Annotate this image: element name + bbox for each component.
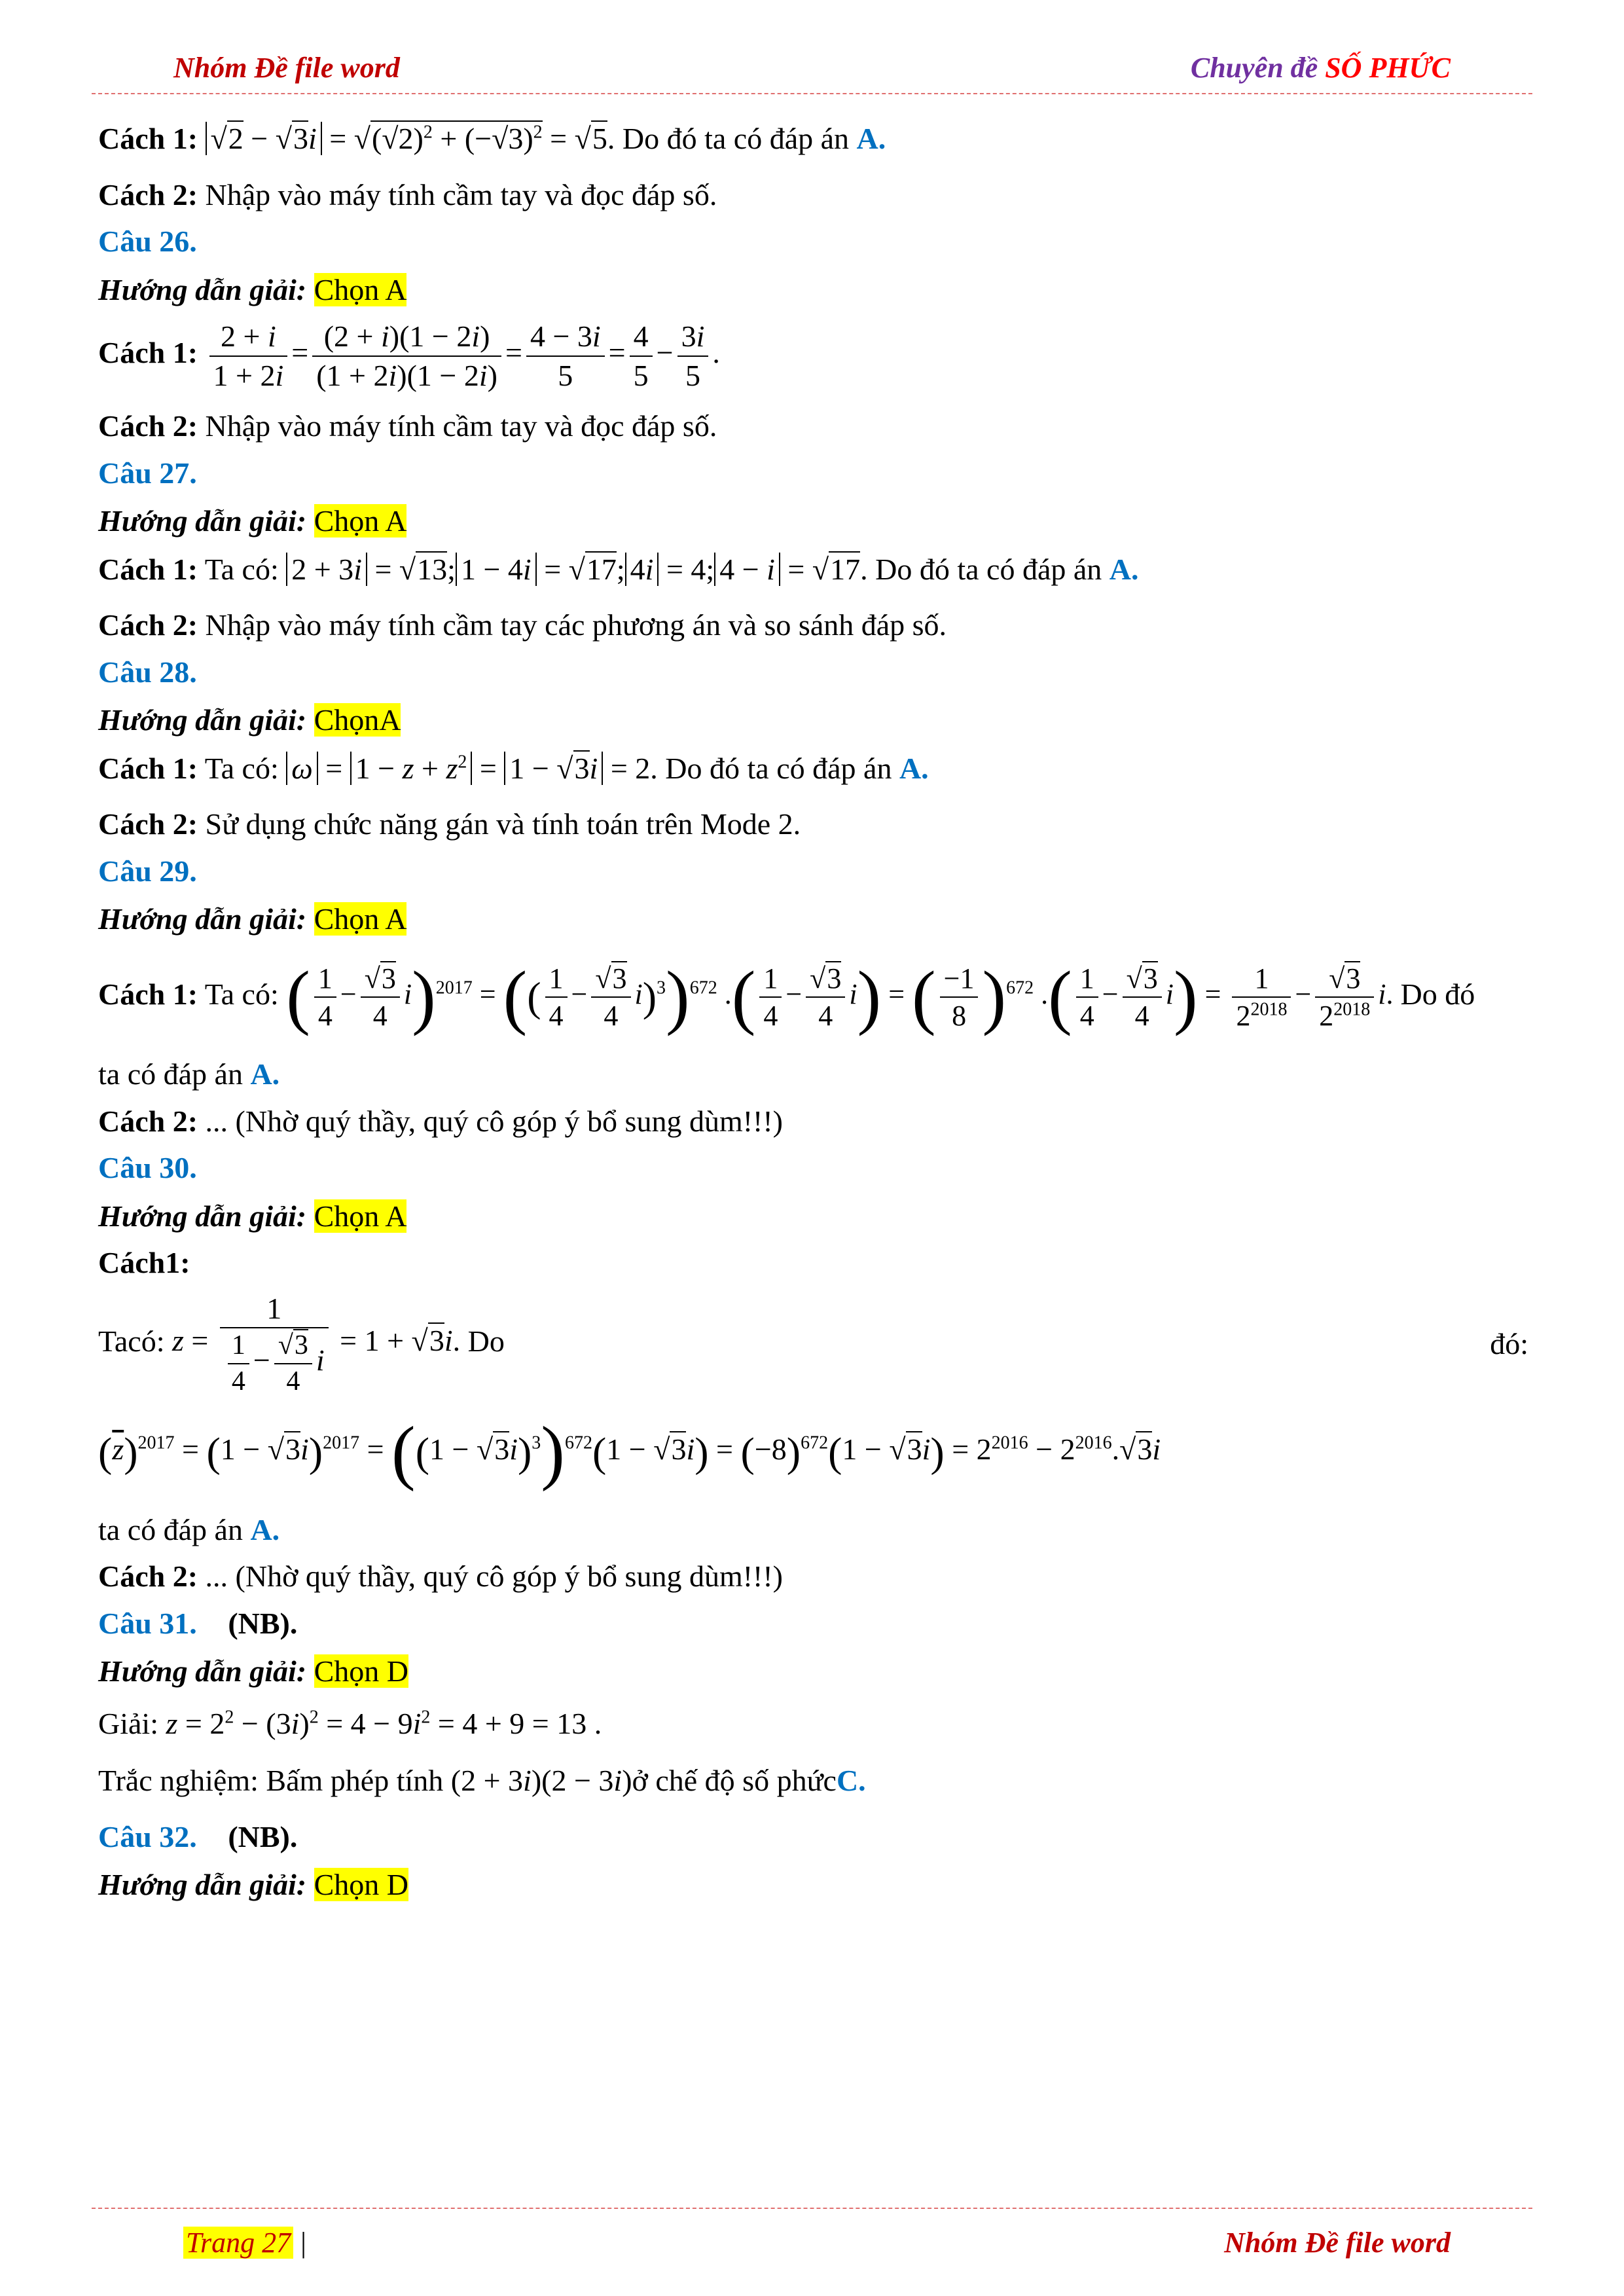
q30-z-left — [98, 1290, 505, 1399]
q26-cach2 — [98, 407, 1528, 445]
q30-cach1-label: Cách1: — [98, 1246, 190, 1279]
cach2-label: Cách 2: — [98, 409, 198, 443]
q31-tn-formula: (2 + 3i)(2 − 3i) — [450, 1764, 632, 1797]
cach1-label: Cách 1: — [98, 336, 198, 370]
q26-choice: Chọn A — [314, 272, 407, 306]
header-rule — [92, 93, 1532, 94]
q30-power-line — [98, 1408, 1528, 1498]
q31-tn-answer: C. — [836, 1764, 866, 1797]
q29-cach1-label: Cách 1: — [98, 977, 198, 1011]
ta-co-label: Ta có: — [204, 751, 279, 785]
q30-do: Do — [467, 1324, 505, 1358]
q28-cach1 — [98, 750, 1528, 788]
q31-title: Câu 31. — [98, 1606, 197, 1640]
q30-taco: Tacó: — [98, 1324, 165, 1358]
q32-choice: Chọn D — [314, 1868, 408, 1901]
q29-title: Câu 29. — [98, 854, 197, 888]
cach1-label: Cách 1: — [98, 122, 198, 155]
guide-label: Hướng dẫn giải: — [98, 504, 307, 538]
q25-cach1 — [98, 120, 1528, 158]
q27-answer: A. — [1109, 552, 1139, 586]
cach2-label: Cách 2: — [98, 608, 198, 642]
q29-ta-co: Ta có: — [204, 977, 279, 1011]
q30-z-line — [98, 1290, 1528, 1399]
guide-label: Hướng dẫn giải: — [98, 1199, 307, 1233]
q31-tn-tail: ở chế độ số phức — [632, 1764, 837, 1797]
q27-guide — [98, 502, 1528, 540]
cach2-label: Cách 2: — [98, 1559, 198, 1593]
cach1-label: Cách 1: — [98, 751, 198, 785]
q29-cach1 — [98, 953, 1528, 1043]
q29-formula: ( $\frac{1}{4}$ − $\frac{√3}{4}$ i)$^{2017}$ = (( $\frac{1}{4}$ − $\frac{√3}{4}$ i)$^3$)$^{672}$ .( $\frac{1}{4}$ − $\frac{√3}{4}$ i) = ( $\frac{-1}{8}$ )$^{672}$ .( $\frac{1}{4}$ − $\frac{√3}{4}$ i) = $\frac{1}{2^{2018}}$ − $\frac{√3}{2^{2018}}$ i. — [286, 957, 1401, 1037]
q29-tail: ta có đáp án — [98, 1057, 251, 1091]
q27-choice: Chọn A — [314, 504, 407, 538]
q27-cach2 — [98, 606, 1528, 644]
q26-c2-text: Nhập vào máy tính cầm tay và đọc đáp số. — [205, 409, 717, 443]
giai-label: Giải: — [98, 1706, 158, 1740]
q30-c2-text: ... (Nhờ quý thầy, quý cô góp ý bổ sung dùm!!!) — [205, 1559, 783, 1593]
q30-cach2 — [98, 1558, 1528, 1595]
footer-rule — [92, 2208, 1532, 2209]
q31-level: (NB). — [228, 1606, 298, 1640]
q30-power-formula: $(\overline{z})^{2017} = (1 - √3i)^{2017} = ((1 - √3i)^3)^{672}(1 - √3i) = (-8)^{672}(1 - √3i) = 2^{2016} - 2^{2016}.√3i$ — [98, 1412, 1161, 1492]
q31-giai — [98, 1705, 1528, 1743]
q31-tn-text: Bấm phép tính — [266, 1764, 451, 1797]
q26-formula: $\frac{2 + i}{1 + 2i}$ = $\frac{(2 + i)(1 - 2i)}{(1 + 2i)(1 - 2i)}$ = $\frac{4 - 3i}{5}$ = $\frac{4}{5}$ − $\frac{3i}{5}$ . — [206, 336, 720, 369]
q28-title: Câu 28. — [98, 655, 197, 689]
q30-answer: A. — [250, 1512, 280, 1546]
q28-guide — [98, 701, 1528, 739]
q30-do-tail: đó: — [1490, 1327, 1528, 1360]
q32-level: (NB). — [228, 1819, 298, 1853]
q28-choice: ChọnA — [314, 703, 401, 737]
q31-guide — [98, 1652, 1528, 1690]
header-right — [1191, 51, 1451, 84]
q25-answer: A. — [856, 122, 886, 155]
q28-c1-tail: . Do đó ta có đáp án — [650, 751, 899, 785]
q28-answer: A. — [899, 751, 929, 785]
q27-c1-tail: . Do đó ta có đáp án — [860, 552, 1110, 586]
q30-guide — [98, 1197, 1528, 1235]
guide-label: Hướng dẫn giải: — [98, 1868, 307, 1901]
q25-c1-tail: . Do đó ta có đáp án — [607, 122, 857, 155]
cach2-label: Cách 2: — [98, 177, 198, 211]
footer-right: Nhóm Đề file word — [1224, 2227, 1451, 2259]
q29-c2-text: ... (Nhờ quý thầy, quý cô góp ý bổ sung dùm!!!) — [205, 1104, 783, 1138]
q29-do-do: Do đó — [1400, 977, 1475, 1011]
q29-answer: A. — [250, 1057, 280, 1091]
q26-title: Câu 26. — [98, 225, 197, 258]
q32-title-line — [98, 1818, 1528, 1856]
q30-tail: ta có đáp án — [98, 1512, 251, 1546]
q30-choice: Chọn A — [314, 1199, 407, 1233]
q30-z-formula: z = 1 $\frac{1}{4}$ − $\frac{√3}{4}$ i = 1 + √3i. — [172, 1324, 460, 1357]
trac-nghiem-label: Trắc nghiệm: — [98, 1764, 259, 1797]
header-right-topic: SỐ PHỨC — [1325, 52, 1451, 84]
q29-cach2 — [98, 1102, 1528, 1140]
q27-formula: 2 + 3i = √13; 1 − 4i = √17; 4i = 4; 4 − i = √17 — [286, 551, 860, 586]
ta-co-label: Ta có: — [204, 552, 279, 586]
footer-sep: | — [293, 2227, 306, 2259]
q31-title-line — [98, 1605, 1528, 1643]
page-number: Trang 27 — [183, 2227, 293, 2259]
q25-c2-text: Nhập vào máy tính cầm tay và đọc đáp số. — [205, 177, 717, 211]
q25-cach2 — [98, 176, 1528, 214]
guide-label: Hướng dẫn giải: — [98, 902, 307, 936]
cach2-label: Cách 2: — [98, 807, 198, 841]
page-content — [98, 115, 1528, 1904]
q27-cach1 — [98, 551, 1528, 589]
q25-formula: $√2 - √3i = √(√2)^2 + (-√3)^2 = √5$ — [206, 120, 607, 155]
q28-c2-text: Sử dụng chức năng gán và tính toán trên Mode 2. — [205, 807, 801, 841]
cach1-label: Cách 1: — [98, 552, 198, 586]
q31-choice: Chọn D — [314, 1654, 408, 1688]
q29-choice: Chọn A — [314, 902, 407, 936]
q29-guide — [98, 900, 1528, 938]
q28-cach2 — [98, 805, 1528, 843]
q30-title: Câu 30. — [98, 1151, 197, 1184]
q29-tail-line — [98, 1055, 1528, 1093]
q32-title: Câu 32. — [98, 1819, 197, 1853]
cach2-label: Cách 2: — [98, 1104, 198, 1138]
q31-formula: $z = 2^2 - (3i)^2 = 4 - 9i^2 = 4 + 9 = 13$ . — [166, 1706, 602, 1740]
q30-tail-line — [98, 1511, 1528, 1549]
guide-label: Hướng dẫn giải: — [98, 272, 307, 306]
guide-label: Hướng dẫn giải: — [98, 1654, 307, 1688]
q27-c2-text: Nhập vào máy tính cầm tay các phương án và so sánh đáp số. — [205, 608, 947, 642]
q26-guide — [98, 271, 1528, 309]
q31-trac-nghiem — [98, 1762, 1528, 1800]
header-left: Nhóm Đề file word — [173, 52, 400, 84]
guide-label: Hướng dẫn giải: — [98, 703, 307, 737]
q26-cach1 — [98, 318, 1528, 394]
q28-formula: $\omega = 1 - z + z^2 = 1 - √3i = 2$ — [286, 752, 650, 785]
footer-left — [183, 2226, 306, 2259]
header-right-prefix: Chuyên đề — [1190, 52, 1326, 84]
q27-title: Câu 27. — [98, 456, 197, 490]
q32-guide — [98, 1866, 1528, 1904]
